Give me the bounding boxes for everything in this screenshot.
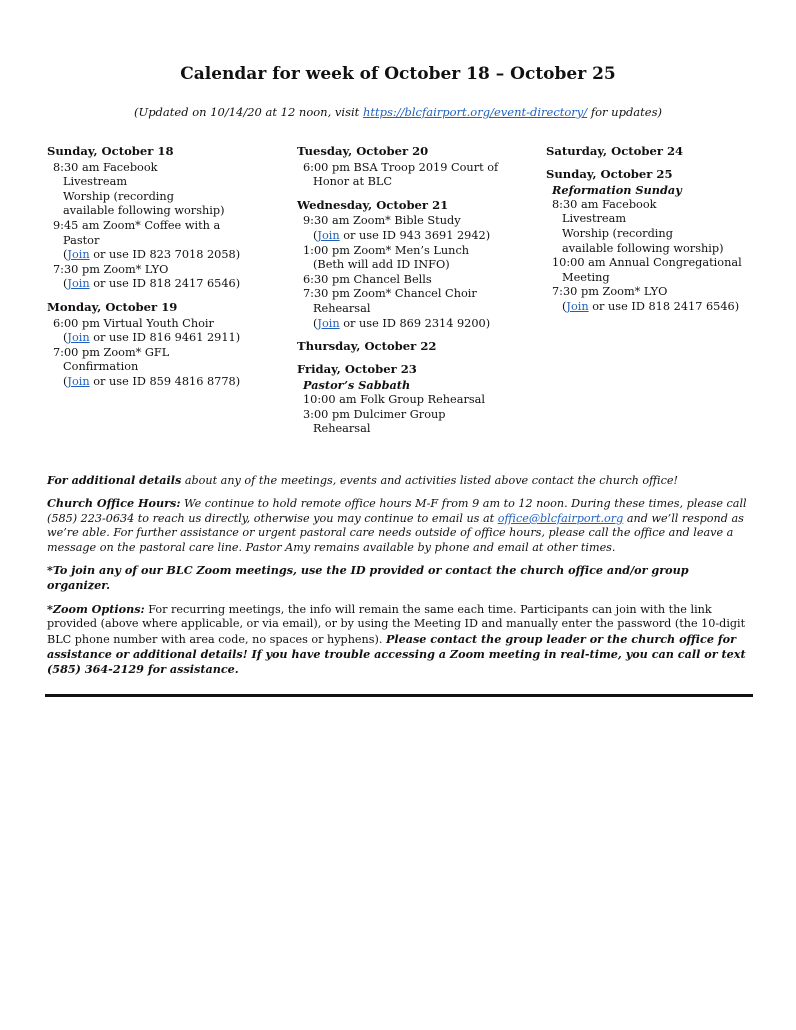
- zoom-options-label-text: *Zoom Options:: [47, 601, 145, 616]
- calendar-column-1: [47, 144, 272, 390]
- event-text-continued: Worship (recording: [562, 226, 673, 240]
- event-text-continued: Livestream: [63, 175, 128, 189]
- day-title: Thursday, October 22: [297, 339, 437, 354]
- calendar-column-2: [297, 144, 522, 437]
- calendar-day: [297, 362, 522, 437]
- event-item: [47, 161, 272, 219]
- event-text: 6:00 pm Virtual Youth Choir: [53, 316, 214, 330]
- calendar-day: [47, 300, 272, 390]
- meeting-id: or use ID 869 2314 9200): [339, 316, 491, 330]
- additional-details-text: about any of the meetings, events and activities listed above contact the church office!: [181, 474, 678, 487]
- meeting-id: or use ID 818 2417 6546): [89, 277, 241, 291]
- day-subtitle: Pastor’s Sabbath: [303, 378, 411, 393]
- meeting-id: or use ID 943 3691 2942): [339, 228, 491, 242]
- zoom-options-bold-text: Please contact the group leader or the church office for assistance or additional details! If you have trouble accessing a Zoom meeting in real-time, you can call or text (585) 364-2129 for assistance.: [47, 631, 746, 677]
- zoom-options-text: For recurring meetings, the info will remain the same each time. Participants can join with the link provided (above where applicable, or via email), or by using the Meeting ID and manually enter the password (the 10-digit BLC phone number with area code, no spaces or hyphens).: [47, 602, 746, 646]
- office-hours-text-2: and we’ll respond as we’re able. For further assistance or urgent pastoral care needs outside of office hours, please call the office and leave a message on the pastoral care line. Pastor Amy remains available by phone and email at other times.: [47, 511, 744, 554]
- join-link[interactable]: Join: [317, 228, 340, 242]
- updated-note: [0, 105, 796, 119]
- event-item: [546, 300, 761, 315]
- event-text-continued: Livestream: [562, 212, 627, 226]
- calendar-day: [47, 144, 272, 292]
- join-link[interactable]: Join: [67, 374, 90, 388]
- additional-details-label: For additional details: [47, 473, 182, 487]
- info-section: [47, 473, 753, 686]
- event-item: [297, 229, 522, 244]
- event-text: 7:00 pm Zoom* GFL: [53, 345, 170, 359]
- event-text-continued: Honor at BLC: [313, 175, 393, 189]
- day-title: Friday, October 23: [297, 361, 417, 376]
- additional-details-paragraph: [47, 473, 753, 488]
- event-item: [297, 393, 522, 408]
- calendar-day: [546, 167, 761, 315]
- event-item: [47, 219, 272, 248]
- event-text: 9:30 am Zoom* Bible Study: [303, 214, 461, 228]
- event-text-continued: Meeting: [562, 270, 610, 284]
- event-item: [47, 346, 272, 375]
- day-subtitle: Reformation Sunday: [552, 183, 682, 198]
- event-item: [546, 198, 761, 256]
- event-text: 1:00 pm Zoom* Men’s Lunch: [303, 243, 470, 257]
- event-item: [47, 331, 272, 346]
- event-item: [297, 161, 522, 190]
- zoom-join-paragraph: [47, 563, 753, 594]
- event-item: [297, 408, 522, 437]
- join-link[interactable]: Join: [566, 299, 589, 313]
- event-text: 9:45 am Zoom* Coffee with a: [53, 218, 221, 232]
- event-item: [297, 287, 522, 316]
- event-item: [47, 375, 272, 390]
- office-hours-text: We continue to hold remote office hours M-F from 9 am to 12 noon. During these times, please call (585) 223-0634 to reach us directly, otherwise you may continue to email us at: [47, 497, 747, 525]
- event-item: [546, 256, 761, 285]
- event-text: 10:00 am Folk Group Rehearsal: [303, 392, 486, 406]
- join-line: (Join or use ID 818 2417 6546): [562, 299, 740, 313]
- event-text: 7:30 pm Zoom* Chancel Choir: [303, 287, 477, 301]
- event-text-continued: Confirmation: [63, 360, 139, 374]
- event-text: 7:30 pm Zoom* LYO: [53, 262, 169, 276]
- zoom-join-text: *To join any of our BLC Zoom meetings, use the ID provided or contact the church office and/or group organizer.: [47, 563, 689, 593]
- event-directory-link[interactable]: https://blcfairport.org/event-directory/: [362, 105, 588, 119]
- event-item: [47, 248, 272, 263]
- event-text: 8:30 am Facebook: [53, 160, 158, 174]
- join-line: (Join or use ID 859 4816 8778): [63, 374, 241, 388]
- join-line: (Join or use ID 943 3691 2942): [313, 228, 491, 242]
- day-title: Sunday, October 25: [546, 166, 673, 181]
- day-title: Wednesday, October 21: [297, 197, 449, 212]
- meeting-id: or use ID 818 2417 6546): [588, 299, 740, 313]
- event-text: 6:30 pm Chancel Bells: [303, 272, 432, 286]
- updated-prefix: (Updated on 10/14/20 at 12 noon, visit: [134, 105, 363, 119]
- event-text-continued: Worship (recording: [63, 189, 174, 203]
- divider-rule: [45, 694, 753, 697]
- join-link[interactable]: Join: [67, 331, 90, 345]
- event-text: 10:00 am Annual Congregational: [552, 256, 742, 270]
- day-title: Sunday, October 18: [47, 144, 174, 158]
- event-text-continued: available following worship): [63, 204, 225, 218]
- event-text: 3:00 pm Dulcimer Group: [303, 407, 446, 421]
- join-link[interactable]: Join: [67, 248, 90, 262]
- page-title: Calendar for week of October 18 – October 25: [180, 64, 616, 84]
- event-item: [47, 277, 272, 292]
- calendar-day: [297, 198, 522, 331]
- event-item: [297, 214, 522, 229]
- event-text-continued: available following worship): [562, 241, 724, 255]
- event-text: 6:00 pm BSA Troop 2019 Court of: [303, 160, 499, 174]
- meeting-id: or use ID 859 4816 8778): [89, 374, 241, 388]
- event-text: 8:30 am Facebook: [552, 197, 657, 211]
- event-item: [297, 273, 522, 288]
- calendar-day: [546, 144, 761, 159]
- calendar-day: [297, 144, 522, 190]
- join-link[interactable]: Join: [317, 316, 340, 330]
- event-text-continued: Pastor: [63, 233, 100, 247]
- day-title: Tuesday, October 20: [297, 144, 429, 158]
- day-title: Saturday, October 24: [546, 144, 684, 158]
- join-line: (Join or use ID 823 7018 2058): [63, 248, 241, 262]
- event-item: [47, 317, 272, 332]
- zoom-options-paragraph: [47, 602, 753, 678]
- calendar-day: [297, 339, 522, 354]
- office-hours-label: Church Office Hours:: [47, 496, 181, 511]
- event-item: [297, 317, 522, 332]
- event-text-continued: (Beth will add ID INFO): [313, 258, 450, 272]
- join-line: (Join or use ID 869 2314 9200): [313, 316, 491, 330]
- join-link[interactable]: Join: [67, 277, 90, 291]
- updated-suffix: for updates): [587, 105, 662, 119]
- day-title: Monday, October 19: [47, 299, 178, 314]
- join-line: (Join or use ID 816 9461 2911): [63, 331, 241, 345]
- event-text-continued: Rehearsal: [313, 301, 371, 315]
- event-item: [546, 285, 761, 300]
- event-item: [47, 263, 272, 278]
- event-text: 7:30 pm Zoom* LYO: [552, 285, 668, 299]
- event-item: [297, 244, 522, 273]
- event-text-continued: Rehearsal: [313, 422, 371, 436]
- office-email-link[interactable]: office@blcfairport.org: [497, 511, 624, 525]
- office-hours-paragraph: [47, 496, 753, 555]
- meeting-id: or use ID 823 7018 2058): [89, 248, 241, 262]
- calendar-column-3: [546, 144, 761, 315]
- zoom-options-label: [47, 603, 145, 616]
- join-line: (Join or use ID 818 2417 6546): [63, 277, 241, 291]
- meeting-id: or use ID 816 9461 2911): [89, 331, 241, 345]
